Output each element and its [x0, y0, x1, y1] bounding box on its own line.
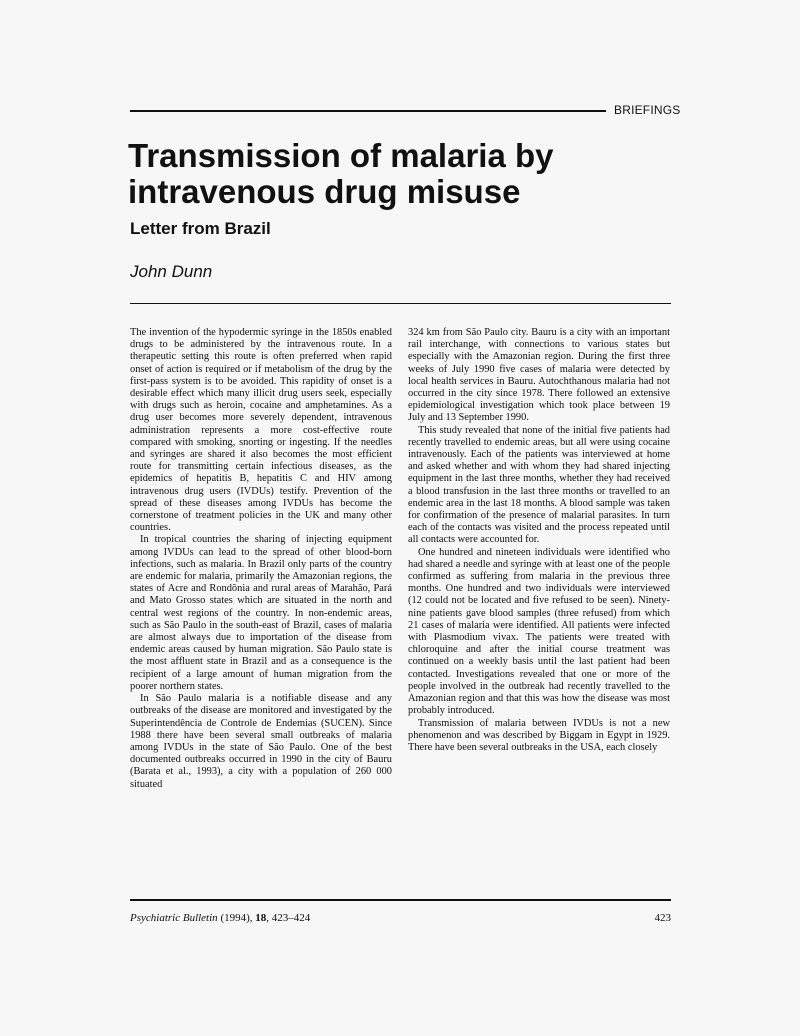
- citation-volume: 18: [255, 912, 267, 924]
- paragraph: This study revealed that none of the initial five patients had recently travelled to endemic areas, but all were using cocaine intravenously. Each of the patients was interviewed at home and asked whether and with whom they had shared injecting equipment in the last three months, whether they had received a blood transfusion in the last three months or travelled to an endemic area in the last 18 months. A blood sample was taken for confirmation of the presence of malarial parasites. In turn each of the contacts was visited and the process repeated until all contacts were accounted for.: [408, 424, 670, 546]
- citation-year: (1994),: [217, 912, 256, 924]
- paragraph: In São Paulo malaria is a notifiable disease and any outbreaks of the disease are monitored and investigated by the Superintendência de Controle de Endemias (SUCEN). Since 1988 there have been several small outbreaks of malaria among IVDUs in the state of São Paulo. One of the best documented outbreaks occurred in 1990 in the city of Bauru (Barata et al., 1993), a city with a population of 260 000 situated: [130, 693, 392, 790]
- paragraph: The invention of the hypodermic syringe in the 1850s enabled drugs to be administered by the intravenous route. In a therapeutic setting this route is often preferred when rapid onset of action is required or if metabolism of the drug by the first-pass system is to be avoided. This rapidity of onset is a desirable effect which many illicit drug users seek, especially with drugs such as heroin, cocaine and amphetamines. As a drug user becomes more severely dependent, intravenous administration represents a more cost-effective route compared with smoking, snorting or ingesting. If the needles and syringes are shared it also becomes the most efficient route for transmitting certain infectious diseases, as the epidemics of hepatitis B, hepatitis C and HIV among intravenous drug users (IVDUs) testify. Prevention of the spread of these diseases among IVDUs has become the cornerstone of treatment policies in the UK and many other countries.: [130, 327, 392, 534]
- title-rule: [130, 303, 671, 304]
- author-name: John Dunn: [130, 262, 213, 281]
- page-number: 423: [654, 912, 671, 924]
- article-subtitle: Letter from Brazil: [130, 219, 271, 238]
- footer-citation: [130, 912, 310, 924]
- section-label: BRIEFINGS: [614, 103, 681, 117]
- citation-pages: , 423–424: [266, 912, 311, 924]
- paragraph: In tropical countries the sharing of injecting equipment among IVDUs can lead to the spread of other blood-born infections, such as malaria. In Brazil only parts of the country are endemic for malaria, primarily the Amazonian regions, the states of Acre and Rondônia and rural areas of Marahão, Pará and Mato Grosso states which are situated in the north and central west regions of the country. In non-endemic areas, such as São Paulo in the south-east of Brazil, cases of malaria are almost always due to importation of the disease from endemic areas caused by human migration. São Paulo state is the most affluent state in Brazil and as a consequence is the recipient of a large amount of human migration from the poorer northern states.: [130, 534, 392, 692]
- footer-rule: [130, 899, 671, 901]
- journal-name: Psychiatric Bulletin: [130, 912, 218, 924]
- article-title: Transmission of malaria by intravenous drug misuse: [128, 137, 554, 210]
- left-column: [130, 327, 392, 791]
- paragraph: One hundred and nineteen individuals were identified who had shared a needle and syringe with at least one of the people confirmed as suffering from malaria in the previous three months. One hundred and two individuals were interviewed (12 could not be located and five refused to be seen). Ninety-nine patients gave blood samples (three refused) from which 21 cases of malaria were identified. All patients were infected with Plasmodium vivax. The patients were treated with chloroquine and after the initial course treatment was continued on a weekly basis until the last patient had been contacted. Investigations revealed that one or more of the people involved in the outbreak had recently travelled to the Amazonian region and that this was how the disease was most probably introduced.: [408, 546, 670, 717]
- header-rule: [130, 110, 606, 112]
- right-column: [408, 327, 670, 754]
- paragraph: Transmission of malaria between IVDUs is not a new phenomenon and was described by Biggam in Egypt in 1929. There have been several outbreaks in the USA, each closely: [408, 717, 670, 753]
- paragraph: 324 km from São Paulo city. Bauru is a city with an important rail interchange, with connections to various states but especially with the Amazonian region. During the first three weeks of July 1990 five cases of malaria were detected by local health services in Bauru. Autochthanous malaria had not occurred in the city since 1978. There followed an extensive epidemiological investigation which took place between 19 July and 13 September 1990.: [408, 327, 670, 424]
